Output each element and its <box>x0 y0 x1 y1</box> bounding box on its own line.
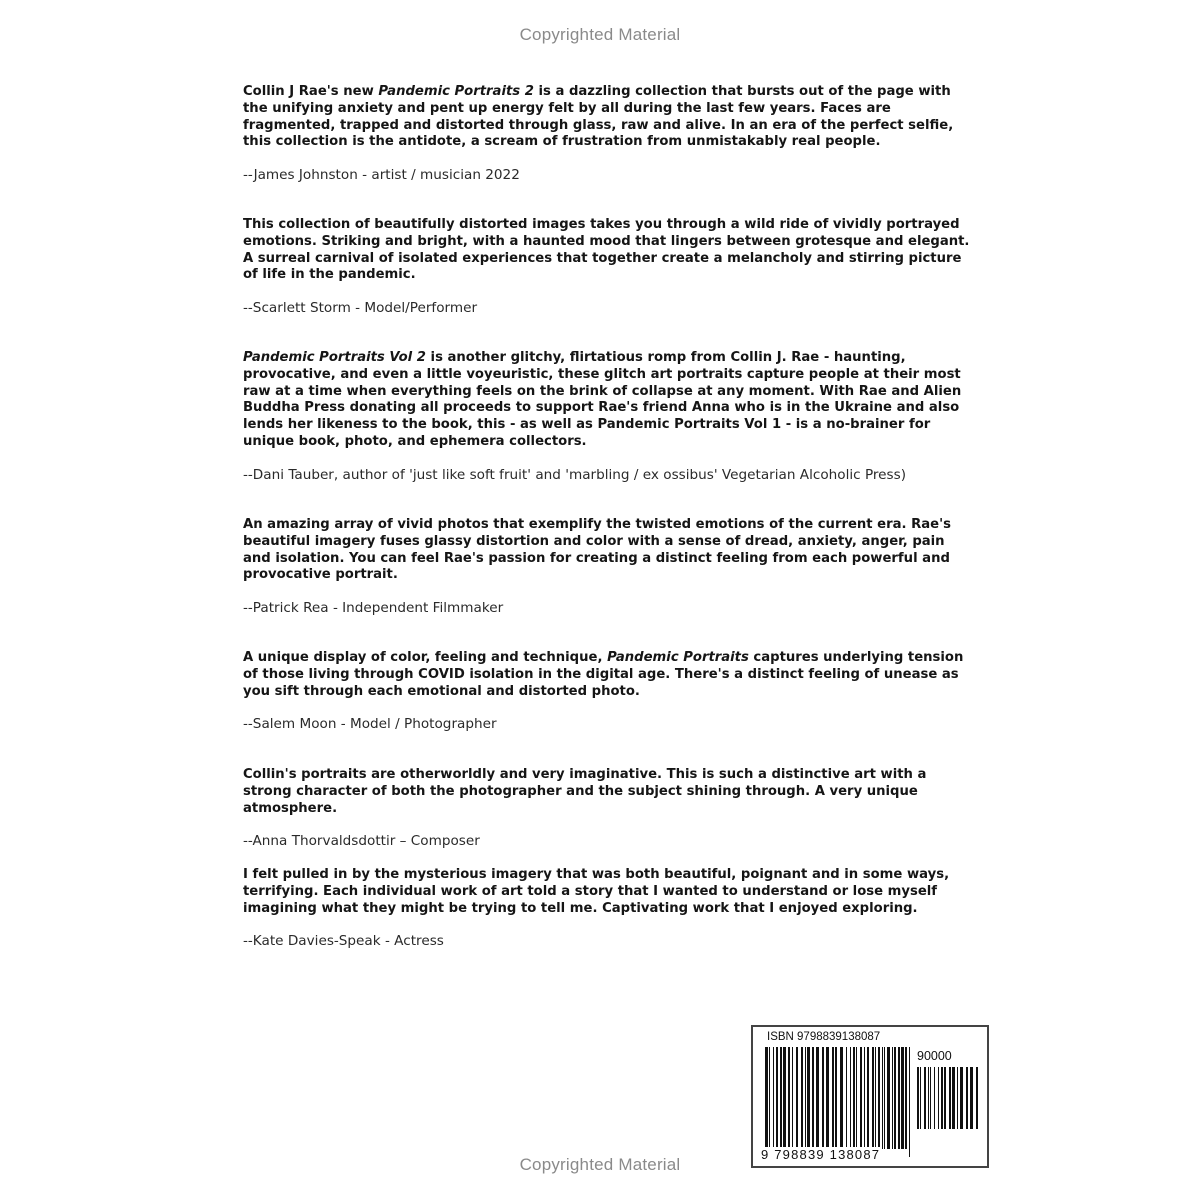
barcode-bar <box>860 1047 862 1149</box>
barcode-bar <box>944 1067 946 1129</box>
barcode-bar <box>917 1067 919 1129</box>
barcode-bar <box>892 1047 893 1149</box>
review-quote: A unique display of color, feeling and technique, Pandemic Portraits captures underlying tension of those living through COVID isolation in the digital age. There's a distinct feeling of unease as you sift through each emotional and distorted photo. <box>243 650 964 699</box>
barcode-bar <box>949 1067 951 1129</box>
review-attribution: --Anna Thorvaldsdottir – Composer <box>243 833 480 850</box>
book-title: Pandemic Portraits <box>607 650 749 665</box>
barcode-bar <box>769 1047 770 1149</box>
isbn-label: ISBN 9798839138087 <box>767 1031 881 1043</box>
barcode-bar <box>835 1047 837 1149</box>
barcode-bar <box>807 1047 810 1149</box>
barcode-bar <box>796 1047 798 1149</box>
barcode-bar <box>816 1047 819 1149</box>
barcode-bar <box>887 1047 890 1149</box>
barcode-bar <box>788 1047 790 1149</box>
price-code: 90000 <box>917 1049 952 1063</box>
barcode-bar <box>924 1067 926 1129</box>
barcode-bar <box>801 1047 803 1149</box>
barcode-bar <box>822 1047 824 1149</box>
review-blurb-2 <box>243 217 973 317</box>
barcode-bar <box>920 1067 921 1129</box>
review-blurb-3 <box>243 350 973 484</box>
review-quote: Collin's portraits are otherworldly and very imaginative. This is such a distinctive art with a strong character of both the photographer and the subject shining through. A very unique atmosphere. <box>243 767 927 816</box>
barcode-bar <box>976 1067 978 1129</box>
barcode-bar <box>928 1067 929 1129</box>
review-quote: Pandemic Portraits Vol 2 is another glitchy, flirtatious romp from Collin J. Rae - haunting, provocative, and even a little voyeuristic, these glitch art portraits capture people at their most raw at a time when everything feels on the brink of collapse at any moment. With Rae and Alien Buddha Press donating all proceeds to support Rae's friend Anna who is in the Ukraine and also lends her likeness to the book, this - as well as Pandemic Portraits Vol 1 - is a no-brainer for unique book, photo, and ephemera collectors. <box>243 350 962 449</box>
barcode-bar <box>970 1067 973 1129</box>
barcode-bar <box>882 1047 883 1149</box>
copyright-watermark-top: Copyrighted Material <box>519 25 681 44</box>
barcode-bar <box>901 1047 904 1149</box>
barcode-bar <box>846 1047 847 1149</box>
barcode-bar <box>780 1047 782 1149</box>
isbn-barcode <box>751 1025 989 1168</box>
barcode-bar <box>832 1047 834 1149</box>
book-title: Pandemic Portraits 2 <box>378 84 534 99</box>
barcode-bar <box>952 1067 955 1129</box>
review-attribution: --Dani Tauber, author of 'just like soft fruit' and 'marbling / ex ossibus' Vegetarian Alcoholic Press) <box>243 466 907 483</box>
review-blurb-5 <box>243 650 973 733</box>
barcode-bar <box>898 1047 900 1149</box>
barcode-bar <box>934 1067 935 1129</box>
barcode-bar <box>941 1067 943 1129</box>
barcode-bar <box>872 1047 874 1149</box>
barcode-bar <box>966 1067 968 1129</box>
barcode-bar <box>884 1047 885 1149</box>
review-blurb-6 <box>243 767 973 850</box>
review-quote: Collin J Rae's new Pandemic Portraits 2 is a dazzling collection that bursts out of the page with the unifying anxiety and pent up energy felt by all during the last few years. Faces are fragmented, trapped and distorted through glass, raw and alive. In an era of the perfect selfie, this collection is the antidote, a scream of frustration from unmistakably real people. <box>243 84 954 150</box>
barcode-bar <box>773 1047 774 1149</box>
review-attribution: --Salem Moon - Model / Photographer <box>243 716 497 733</box>
review-blurb-4 <box>243 517 973 617</box>
review-quote: This collection of beautifully distorted images takes you through a wild ride of vividly portrayed emotions. Striking and bright, with a haunted mood that lingers between grotesque and elegant. A surreal carnival of isolated experiences that together create a melancholy and stirring picture of life in the pandemic. <box>243 217 970 283</box>
barcode-bar <box>826 1047 829 1149</box>
barcode-bar <box>938 1067 939 1129</box>
review-blurb-1 <box>243 84 973 184</box>
barcode-bar <box>856 1047 857 1149</box>
review-attribution: --Scarlett Storm - Model/Performer <box>243 300 478 317</box>
barcode-bar <box>864 1047 865 1149</box>
barcode-bar <box>867 1047 869 1149</box>
barcode-bar <box>894 1047 896 1149</box>
review-quote: I felt pulled in by the mysterious imagery that was both beautiful, poignant and in some ways, terrifying. Each individual work of art told a story that I wanted to understand or lose myself imagining what they might be trying to tell me. Captivating work that I enjoyed exploring. <box>243 867 950 916</box>
review-attribution: --Patrick Rea - Independent Filmmaker <box>243 600 504 617</box>
barcode-bar <box>930 1067 931 1129</box>
barcode-bar <box>776 1047 778 1149</box>
barcode-bar <box>875 1047 876 1149</box>
barcode-bar <box>909 1047 910 1157</box>
barcode-bar <box>840 1047 843 1157</box>
review-attribution: --James Johnston - artist / musician 2022 <box>243 167 520 184</box>
review-attribution: --Kate Davies-Speak - Actress <box>243 933 444 950</box>
barcode-bar <box>850 1047 851 1149</box>
barcode-bar <box>960 1067 963 1129</box>
barcode-bar <box>805 1047 806 1149</box>
barcode-bar <box>765 1047 768 1157</box>
review-quote: An amazing array of vivid photos that exemplify the twisted emotions of the current era. Rae's beautiful imagery fuses glassy distortion and color with a sense of dread, anxiety, anger, pain and isolation. You can feel Rae's passion for creating a distinct feeling from each powerful and provocative portrait. <box>243 517 952 583</box>
barcode-bar <box>905 1047 907 1149</box>
barcode-bar <box>792 1047 793 1149</box>
barcode-bar <box>878 1047 880 1149</box>
book-title: Pandemic Portraits Vol 2 <box>243 350 426 365</box>
barcode-bar <box>957 1067 958 1129</box>
barcode-bar <box>812 1047 814 1149</box>
barcode-bar <box>783 1047 786 1149</box>
barcode-digits: 9 798839 138087 <box>761 1147 881 1162</box>
price-code-bars <box>915 1067 979 1137</box>
copyright-watermark-bottom: Copyrighted Material <box>519 1155 681 1174</box>
barcode-bar <box>853 1047 855 1149</box>
review-blurb-7 <box>243 867 973 950</box>
